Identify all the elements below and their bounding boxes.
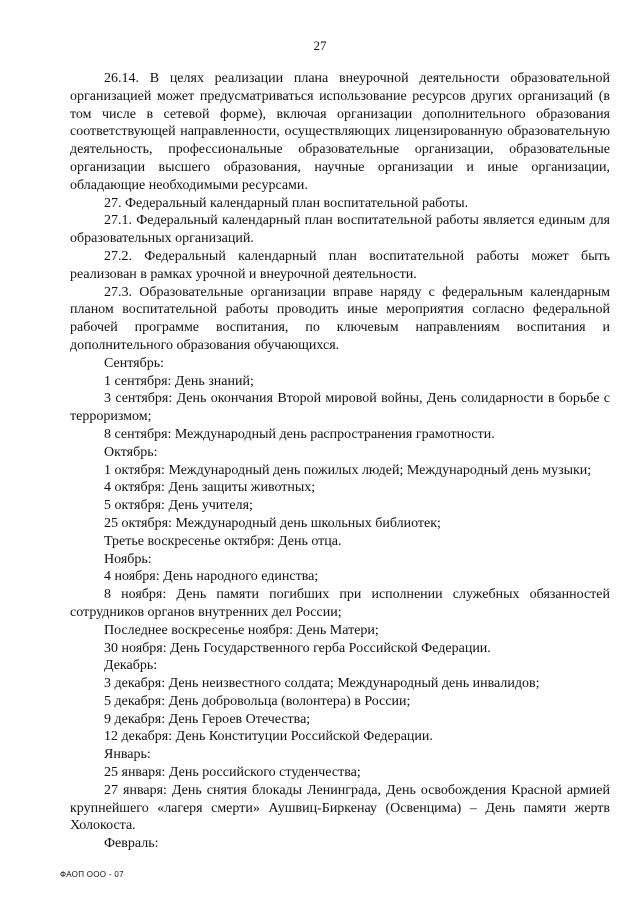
calendar-entry: 5 декабря: День добровольца (волонтера) в России; [104,693,411,709]
calendar-entry: 3 сентября: День окончания Второй мировой войны, День солидарности в борьбе с терроризмом; [70,391,610,425]
page-number: 27 [313,38,327,53]
paragraph-27: 27. Федеральный календарный план воспитательной работы. [104,195,469,211]
calendar-entry: 1 сентября: День знаний; [104,373,254,389]
month-heading-november: Ноябрь: [104,551,152,567]
month-heading-february: Февраль: [104,836,159,852]
calendar-entry: 12 декабря: День Конституции Российской Федерации. [104,729,433,745]
calendar-entry: 8 сентября: Международный день распространения грамотности. [104,426,495,442]
paragraph-27-2: 27.2. Федеральный календарный план воспитательной работы может быть реализован в рамках урочной и внеурочной деятельности. [70,248,610,282]
calendar-entry: 4 ноября: День народного единства; [104,569,319,585]
calendar-entry: 5 октября: День учителя; [104,498,253,514]
document-footer-code: ФАОП ООО - 07 [60,870,124,879]
calendar-entry: 27 января: День снятия блокады Ленинграда, День освобождения Красной армией крупнейшего «лагеря смерти» Аушвиц-Биркенау (Освенцима) – День памяти жертв Холокоста. [70,782,610,834]
calendar-entry: Последнее воскресенье ноября: День Матери; [104,622,379,638]
calendar-entry: 3 декабря: День неизвестного солдата; Международный день инвалидов; [104,676,540,692]
paragraph-26-14: 26.14. В целях реализации плана внеурочной деятельности образовательной организацией может предусматриваться использование ресурсов других организаций (в том числе в сетевой форме), включая организации дополнительного образования соответствующей направленности, осуществляющих лицензированную образовательную деятельность, профессиональные образовательные организации, образовательные организации высшего образования, научные организации и иные организации, обладающие необходимыми ресурсами. [70,71,610,193]
calendar-entry: 25 января: День российского студенчества; [104,765,361,781]
calendar-entry: 9 декабря: День Героев Отечества; [104,711,311,727]
paragraph-27-1: 27.1. Федеральный календарный план воспитательной работы является единым для образовательных организаций. [70,213,610,247]
month-heading-september: Сентябрь: [104,355,164,371]
calendar-entry: 4 октября: День защиты животных; [104,480,316,496]
calendar-entry: Третье воскресенье октября: День отца. [104,533,342,549]
month-heading-october: Октябрь: [104,444,158,460]
calendar-entry: 1 октября: Международный день пожилых людей; Международный день музыки; [104,462,592,478]
month-heading-january: Январь: [104,747,151,763]
calendar-entry: 8 ноября: День памяти погибших при исполнении служебных обязанностей сотрудников органов внутренних дел России; [70,587,610,620]
calendar-entry: 30 ноября: День Государственного герба Российской Федерации. [104,640,491,656]
calendar-entry: 25 октября: Международный день школьных библиотек; [104,515,441,531]
month-heading-december: Декабрь: [104,658,158,674]
paragraph-27-3: 27.3. Образовательные организации вправе наряду с федеральным календарным планом воспитательной работы проводить иные мероприятия согласно федеральной рабочей программе воспитания, по ключевым направлениям воспитания и дополнительного образования обучающихся. [70,284,610,353]
document-body [70,70,610,853]
